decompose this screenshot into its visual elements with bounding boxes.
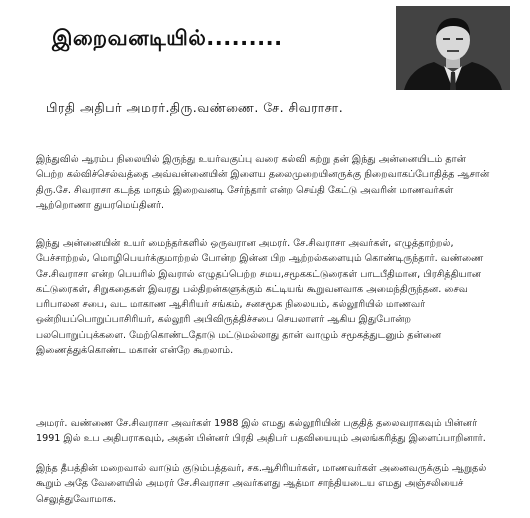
portrait-photo [396, 6, 510, 90]
paragraph-achievements: இந்து அன்னையின் உயர் மைந்தர்களில் ஒருவரான அமரர். சே.சிவராசா அவர்கள், எழுத்தாற்றல், பேச்சாற்றல், மொழிபெயர்க்குமாற்றல் போன்ற இன்ன பிற ஆற்றல்களையும் கொண்டிருந்தார். வண்ணை சே.சிவராசா என்ற பெயரில் இவரால் எழுதப்பெற்ற சமய,சமூககட்டுரைகள் பாடபீதிமான, பிரசித்தியான கட்டுரைகள், சிறுகதைகள் இவரது பல்திறன்களுக்கும் கட்டியங் கூறுவனவாக அமைந்திருந்தன. சைவ பரிபாலன சபை, வட மாகாண ஆசிரியர் சங்கம், சனசமூக நிலையம், கல்லூரியில் மாணவர் ஒன்றியப்பொறுப்பாசிரியர், கல்லூரி அபிவிருத்திச்சபை செயலாளர் ஆகிய இதுபோன்ற பலபொறுப்புக்களை. மேற்கொண்டதோடு மட்டுமல்லாது தான் வாழும் சமூகத்துடனும் தன்னை இணைத்துக்கொண்ட மகான் என்றே கூறலாம். [36, 238, 484, 357]
page-title: இறைவனடியில்......... [52, 26, 283, 50]
paragraph-intro: இந்துவில் ஆரம்ப நிலையில் இருந்து உயர்வகுப்பு வரை கல்வி கற்று தன் இந்து அன்னையிடம் தான் பெற்ற கல்விச்செல்வத்தை அவ்வன்னையின் இளைய தலைமுறையினருக்கு நிறைவாகப்போதித்த ஆசான் திரு.சே. சிவராசா கடந்த மாதம் இறைவனடி சேர்ந்தார் என்ற செய்தி கேட்டு அவரின் மாணவர்கள் ஆற்றொணா துயரமெய்தினர். [36, 154, 490, 211]
subtitle-name: பிரதி அதிபர் அமரர்.திரு.வண்ணை. சே. சிவராசா. [46, 100, 344, 115]
paragraph-career: அமரர். வண்ணை சே.சிவராசா அவர்கள் 1988 இல் எமது கல்லூரியின் பகுதித் தலைவராகவும் பின்னர் 1991 இல் உப அதிபராகவும், அதன் பின்னர் பிரதி அதிபர் பதவியையும் அலங்கரித்து இளைப்பாறினார். [36, 418, 486, 445]
portrait-image [396, 6, 510, 90]
paragraph-condolence: இந்த தீபத்தின் மறைவால் வாடும் குடும்பத்தவர், சக.ஆசிரியர்கள், மாணவர்கள் அனைவருக்கும் ஆறுதல் கூறும் அதே வேளையில் அமரர் சே.சிவராசா அவர்களது ஆத்மா சாந்தியடைய எமது அஞ்சலியைச் செலுத்துவோமாக. [36, 463, 487, 505]
